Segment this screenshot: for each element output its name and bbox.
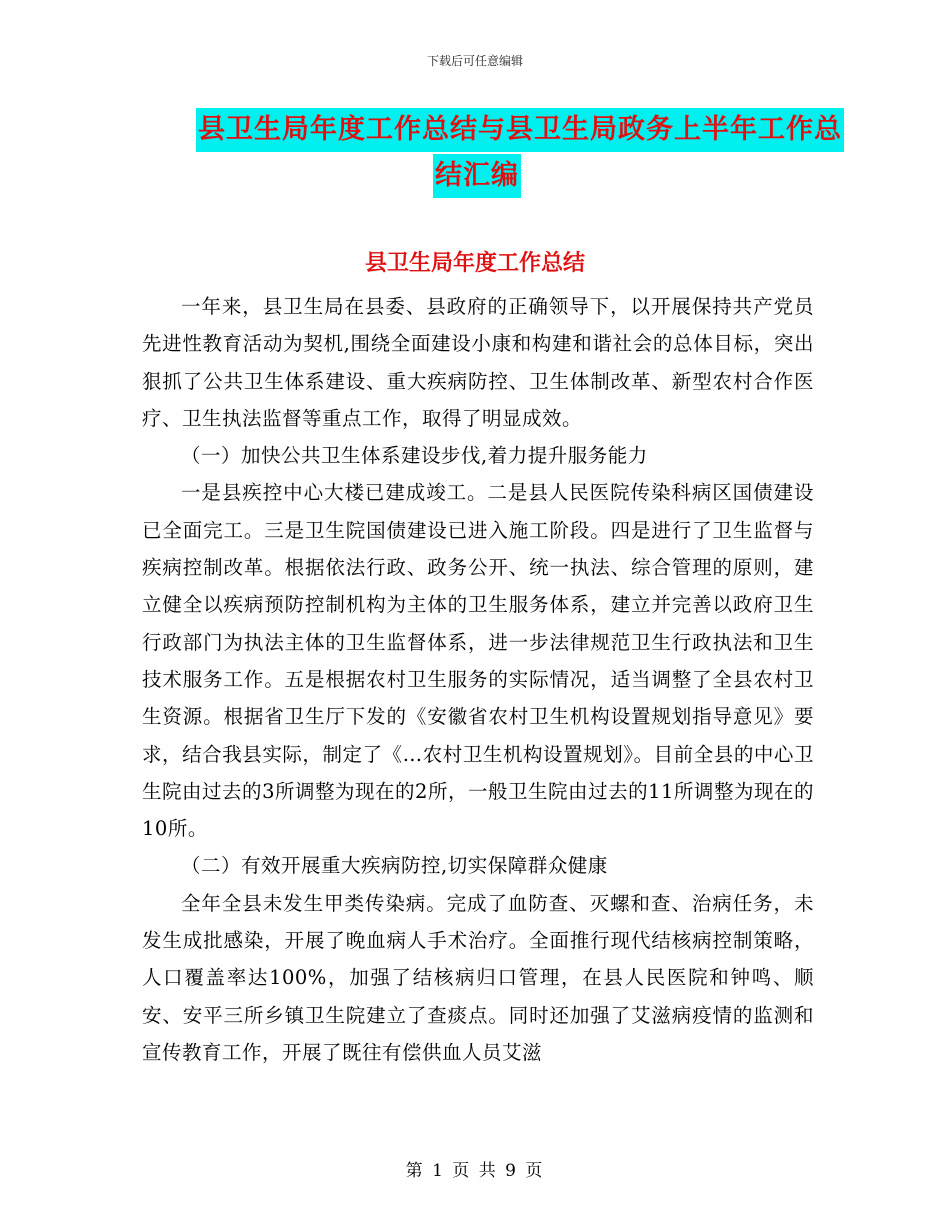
document-body xyxy=(142,288,814,1071)
section-title: 县卫生局年度工作总结 xyxy=(364,250,585,276)
paragraph: 一是县疾控中心大楼已建成竣工。二是县人民医院传染科病区国债建设已全面完工。三是卫生院国债建设已进入施工阶段。四是进行了卫生监督与疾病控制改革。根据依法行政、政务公开、统一执法、综合管理的原则，建立健全以疾病预防控制机构为主体的卫生服务体系，建立并完善以政府卫生行政部门为执法主体的卫生监督体系，进一步法律规范卫生行政执法和卫生技术服务工作。五是根据农村卫生服务的实际情况，适当调整了全县农村卫生资源。根据省卫生厅下发的《安徽省农村卫生机构设置规划指导意见》要求，结合我县实际，制定了《…农村卫生机构设置规划》。目前全县的中心卫生院由过去的3所调整为现在的2所，一般卫生院由过去的11所调整为现在的10所。 xyxy=(142,481,814,841)
title-line-1: 县卫生局年度工作总结与县卫生局政务上半年工作总 xyxy=(196,108,844,152)
subheading: （一）加快公共卫生体系建设步伐,着力提升服务能力 xyxy=(181,444,648,468)
subheading: （二）有效开展重大疾病防控,切实保障群众健康 xyxy=(181,854,608,878)
header-note: 下载后可任意编辑 xyxy=(426,54,523,68)
page-footer: 第 1 页 共 9 页 xyxy=(405,1161,545,1181)
title-line-2: 结汇编 xyxy=(433,154,521,198)
paragraph: 一年来，县卫生局在县委、县政府的正确领导下，以开展保持共产党员先进性教育活动为契机,围绕全面建设小康和构建和谐社会的总体目标，突出狠抓了公共卫生体系建设、重大疾病防控、卫生体制改革、新型农村合作医疗、卫生执法监督等重点工作，取得了明显成效。 xyxy=(142,295,814,430)
paragraph: 全年全县未发生甲类传染病。完成了血防查、灭螺和查、治病任务，未发生成批感染，开展了晚血病人手术治疗。全面推行现代结核病控制策略，人口覆盖率达100%，加强了结核病归口管理，在县人民医院和钟鸣、顺安、安平三所乡镇卫生院建立了查痰点。同时还加强了艾滋病疫情的监测和宣传教育工作，开展了既往有偿供血人员艾滋 xyxy=(142,891,814,1064)
